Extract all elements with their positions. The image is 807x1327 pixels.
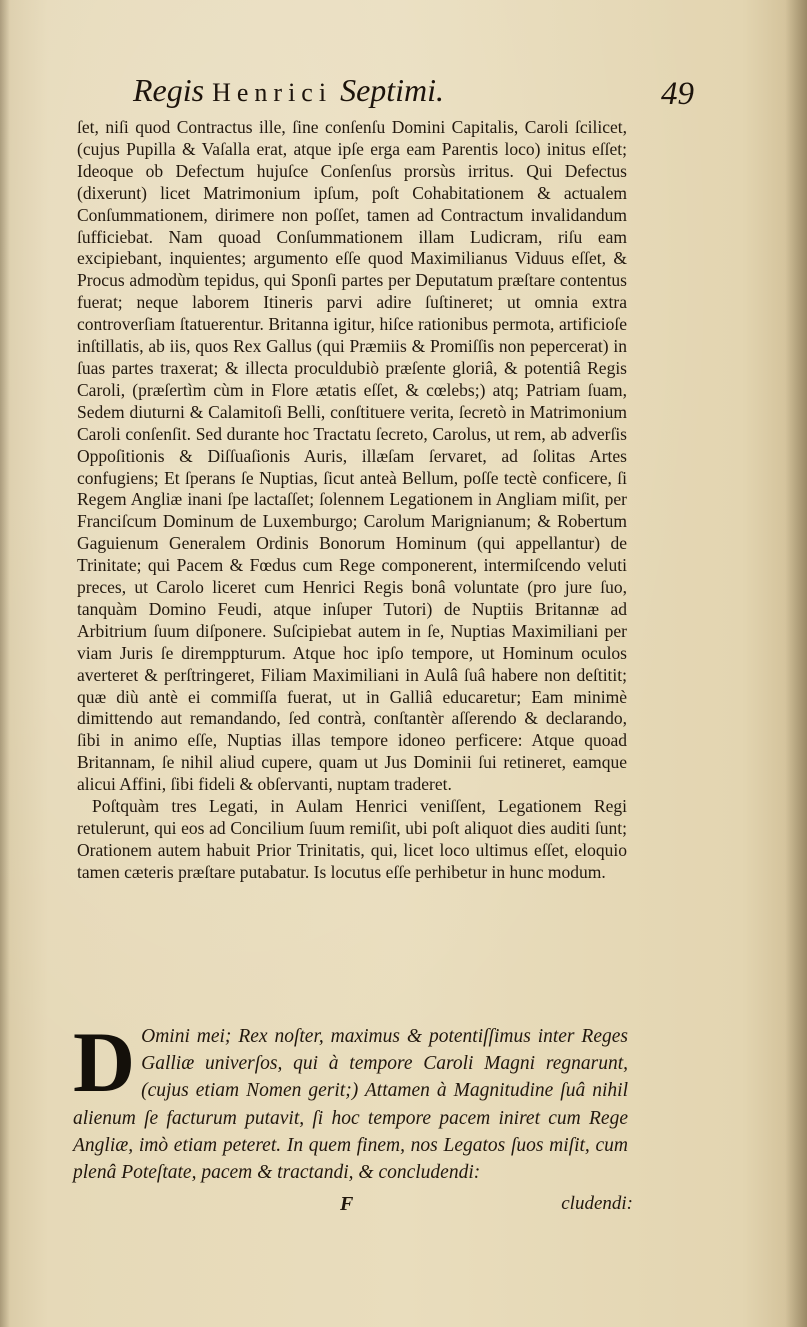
page-number: 49 — [661, 76, 694, 112]
page-edge-shadow — [785, 0, 807, 1327]
paragraph-1: ſet, niſi quod Contractus ille, ſine conſenſu Domini Capitalis, Caroli ſcilicet, (cujus Pupilla & Vaſalla erat, atque ipſe erga eam Parentis loco) initus eſſet; Ideoque ob Defectum hujuſce Conſenſus prorsùs irritus. Qui Defectus (dixerunt) licet Matrimonium ipſum, poſt Cohabitationem & actualem Conſummationem, dirimere non poſſet, tamen ad Contractum invalidandum ſufficiebat. Nam quoad Conſummationem illam Ludicram, riſu eam excipiebant, inquientes; argumento eſſe quod Maximilianus Viduus eſſet, & Procus admodùm tepidus, qui Sponſi partes per Deputatum præſtare contentus fuerat; neque laborem Itineris parvi adire ſuſtineret; ut omnia extra controverſiam ſtatuerentur. Britanna igitur, hiſce rationibus permota, artificioſe inſtillatis, ab iis, quos Rex Gallus (qui Præmiis & Promiſſis non pepercerat) in ſuas partes traxerat; & illecta proculdubiò præſente gloriâ, & potentiâ Regis Caroli, (præſertìm cùm in Flore ætatis eſſet, & cœlebs;) atq; Patriam ſuam, Sedem diuturni & Calamitoſi Belli, conſtituere verita, ſecretò in Matrimonium Caroli conſenſit. Sed durante hoc Tractatu ſecreto, Carolus, ut rem, ab adverſis Oppoſitionis & Diſſuaſionis Auris, illæſam ſervaret, ad ſolitas Artes confugiens; Et ſperans ſe Nuptias, ſicut anteà Bellum, poſſe tectè conficere, ſi Regem Angliæ inani ſpe lactaſſet; ſolennem Legationem in Angliam miſit, per Franciſcum Dominum de Luxemburgo; Carolum Marignianum; & Robertum Gaguienum Generalem Ordinis Bonorum Hominum (qui appellantur) de Trinitate; qui Pacem & Fœdus cum Rege componerent, intermiſcendo veluti preces, ut Carolo liceret cum Henrici Regis bonâ voluntate (pro jure ſuo, tanquàm Domino Feudi, atque inſuper Tutori) de Nuptiis Britannæ ad Arbitrium ſuum diſponere. Suſcipiebat autem in ſe, Nuptias Maximiliani per viam Juris ſe diremppturum. Atque hoc ipſo tempore, ut Hominum oculos averteret & perſtringeret, Filiam Maximiliani in Aulâ ſuâ habere non deſtitit; quæ diù antè ei commiſſa fuerat, ut in Galliâ educaretur; Eam minimè dimittendo aut remandando, ſed contrà, conſtantèr aſſerendo & declarando, ſibi in animo eſſe, Nuptias illas tempore idoneo perficere: Atque quoad Britannam, ſe nihil aliud cupere, quam ut Jus Dominii ſui retineret, eamque alicui Affini, ſibi fideli & obſervanti, nuptam traderet. — [77, 117, 627, 795]
running-head-caps: Henrici — [212, 78, 333, 107]
signature-mark: F — [340, 1193, 354, 1215]
drop-cap: D — [73, 1014, 136, 1110]
oration-body: Omini mei; Rex noſter, maximus & potentiſſimus inter Reges Galliæ univerſos, qui à tempore Caroli Magni regnarunt, (cujus etiam Nomen gerit;) Attamen à Magnitudine ſuâ nihil alienum ſe facturum putavit, ſi hoc tempore pacem iniret cum Rege Angliæ, imò etiam peteret. In quem finem, nos Legatos ſuos miſit, cum plenâ Poteſtate, pacem & tractandi, & concludendi: — [73, 1026, 628, 1184]
catchword: cludendi: — [561, 1193, 633, 1214]
oration-text — [73, 1014, 628, 1186]
page-gutter-shadow — [0, 0, 10, 1327]
main-text — [77, 117, 627, 884]
running-head-part1: Regis — [133, 72, 213, 108]
running-head-part2: Septimi. — [332, 72, 445, 108]
running-head — [133, 72, 693, 118]
paragraph-2: Poſtquàm tres Legati, in Aulam Henrici veniſſent, Legationem Regi retulerunt, qui eos ad Concilium ſuum remiſit, ubi poſt aliquot dies auditi ſunt; Orationem autem habuit Prior Trinitatis, qui, licet loco ultimus eſſet, eloquio tamen cæteris præſtare putabatur. Is locutus eſſe perhibetur in hunc modum. — [77, 796, 627, 882]
